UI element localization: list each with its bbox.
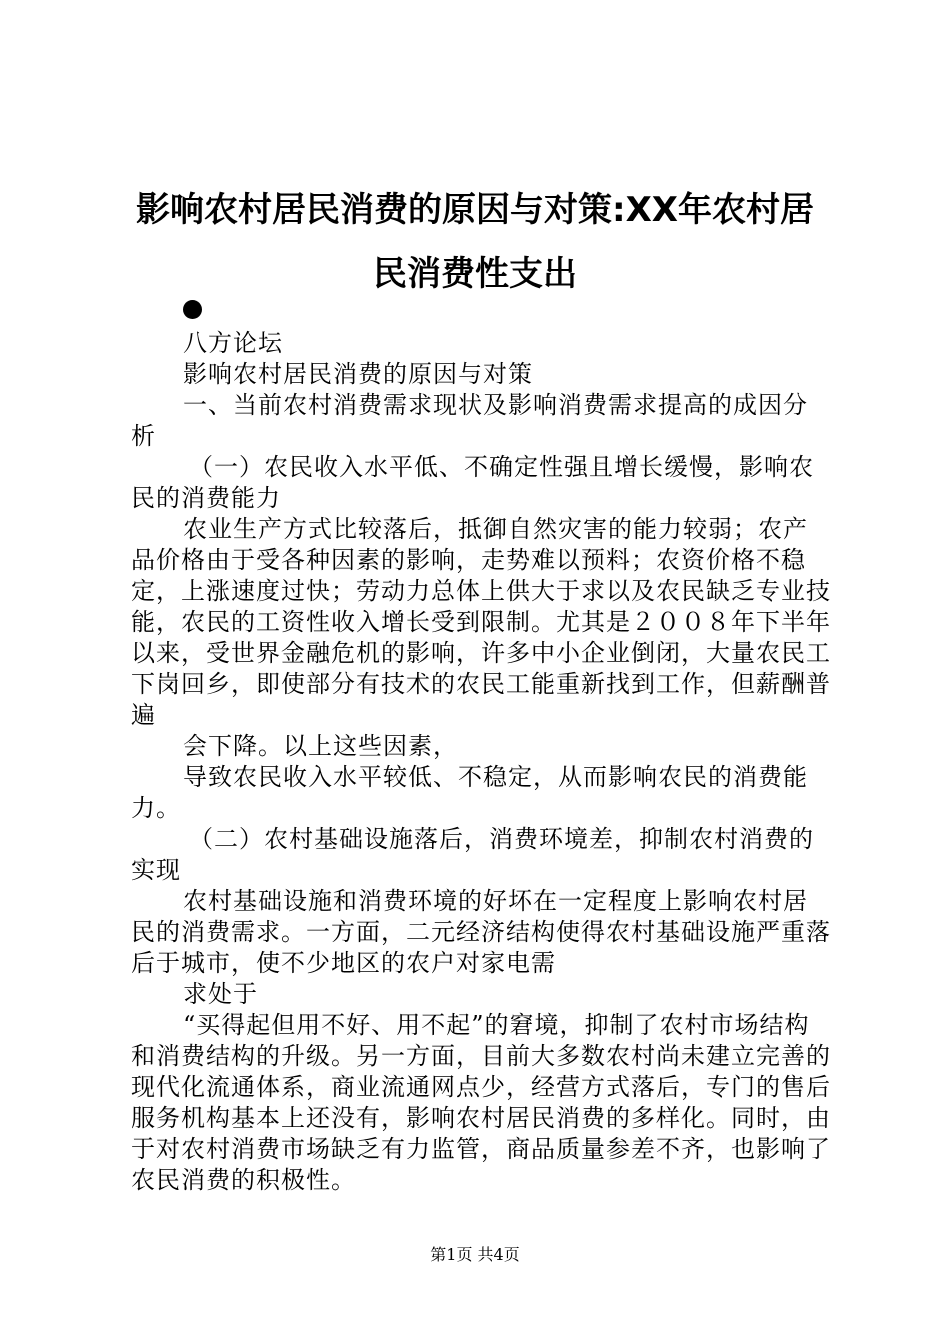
- paragraph-body: “买得起但用不好、用不起”的窘境，抑制了农村市场结构和消费结构的升级。另一方面，目前大多数农村尚未建立完善的现代化流通体系，商业流通网点少，经营方式落后，专门的售后服务机构基本上还没有，影响农村居民消费的多样化。同时，由于对农村消费市场缺乏有力监管，商品质量参差不齐，也影响了农民消费的积极性。: [131, 1011, 831, 1194]
- paragraph-body: 农业生产方式比较落后，抵御自然灾害的能力较弱；农产品价格由于受各种因素的影响，走势难以预料；农资价格不稳定，上涨速度过快；劳动力总体上供大于求以及农民缺乏专业技能，农民的工资性收入增长受到限制。尤其是２００８年下半年以来，受世界金融危机的影响，许多中小企业倒闭，大量农民工下岗回乡，即使部分有技术的农民工能重新找到工作，但薪酬普遍: [131, 515, 831, 729]
- section-heading-1: 一、当前农村消费需求现状及影响消费需求提高的成因分析: [131, 391, 808, 450]
- page-footer: 第1页 共4页: [430, 1245, 520, 1264]
- document-body: [131, 328, 831, 1196]
- subsection-heading-1: （一）农民收入水平低、不确定性强且增长缓慢，影响农民的消费能力: [131, 453, 814, 512]
- paragraph-body: 农村基础设施和消费环境的好坏在一定程度上影响农村居民的消费需求。一方面，二元经济结构使得农村基础设施严重落后于城市，使不少地区的农户对家电需: [131, 887, 831, 977]
- bullet-icon: [183, 300, 202, 319]
- paragraph-body: 求处于: [183, 980, 258, 1008]
- paragraph-subtitle: 影响农村居民消费的原因与对策: [183, 360, 533, 388]
- document-title: 影响农村居民消费的原因与对策:XX年农村居民消费性支出: [135, 190, 815, 294]
- paragraph-body: 会下降。以上这些因素，: [183, 732, 458, 760]
- subsection-heading-2: （二）农村基础设施落后，消费环境差，抑制农村消费的实现: [131, 825, 814, 884]
- paragraph-body: 导致农民收入水平较低、不稳定，从而影响农民的消费能力。: [131, 763, 808, 822]
- paragraph-source: 八方论坛: [183, 329, 283, 357]
